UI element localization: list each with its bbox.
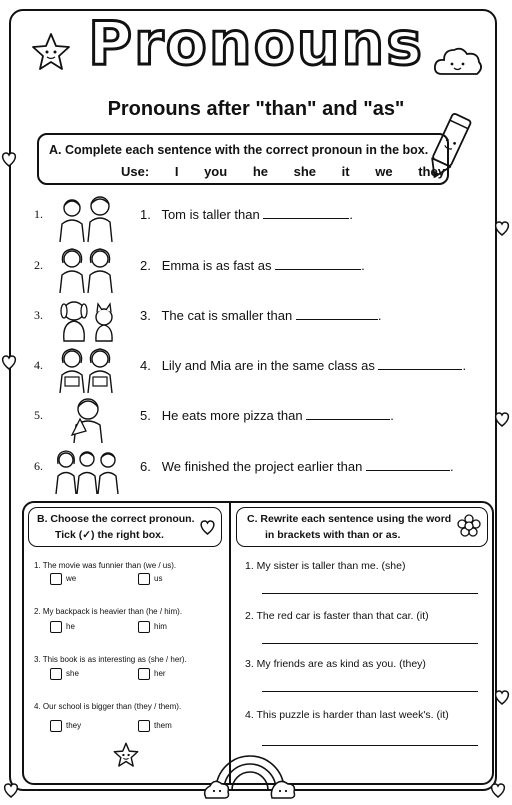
heart-icon — [3, 783, 19, 798]
item-end: . — [462, 358, 467, 373]
heart-icon — [494, 690, 510, 705]
writing-line[interactable] — [262, 691, 478, 692]
two-boys-illustration — [52, 194, 122, 242]
writing-line[interactable] — [262, 593, 478, 594]
item-text: Tom is taller than — [161, 207, 260, 222]
checkbox[interactable] — [50, 720, 62, 732]
section-b-heading — [28, 507, 222, 547]
page-title: Pronouns — [88, 9, 424, 79]
pronoun-option: she — [293, 164, 317, 179]
option-label: he — [66, 622, 75, 632]
checkbox[interactable] — [138, 573, 150, 585]
item-number: 4. — [140, 358, 151, 373]
sentence-text — [140, 357, 466, 373]
pronoun-option: you — [204, 164, 228, 179]
item-text: Lily and Mia are in the same class as — [161, 358, 375, 373]
heart-icon — [199, 520, 216, 535]
item-text: The cat is smaller than — [161, 308, 293, 323]
choice-option[interactable] — [50, 720, 81, 732]
pronoun-option: I — [174, 164, 179, 179]
item-end: . — [377, 308, 382, 323]
answer-blank[interactable] — [263, 206, 349, 219]
question-text: 1. My sister is taller than me. (she) — [245, 560, 406, 572]
item-side-number: 5. — [34, 408, 43, 422]
pronoun-option: they — [418, 164, 445, 179]
worksheet-subtitle: Pronouns after "than" and "as" — [107, 98, 405, 120]
choice-option[interactable] — [50, 573, 76, 585]
item-number: 6. — [140, 459, 151, 474]
answer-blank[interactable] — [366, 458, 450, 471]
choice-option[interactable] — [138, 720, 172, 732]
section-b-heading-line1: B. Choose the correct pronoun. — [37, 513, 195, 525]
choice-option[interactable] — [138, 573, 162, 585]
pronoun-option: he — [252, 164, 268, 179]
section-a-heading: A. Complete each sentence with the correct pronoun in the box. — [49, 143, 429, 157]
item-number: 3. — [140, 308, 151, 323]
sentence-text — [140, 257, 365, 273]
checkbox[interactable] — [138, 621, 150, 633]
question-text: 4. Our school is bigger than (they / them). — [34, 702, 182, 711]
item-side-number: 3. — [34, 308, 43, 322]
section-c-heading-line2: in brackets with than or as. — [265, 529, 401, 541]
sentence-text — [140, 206, 353, 222]
section-divider — [229, 503, 231, 783]
checkbox[interactable] — [50, 573, 62, 585]
checkbox[interactable] — [138, 668, 150, 680]
three-children-illustration — [52, 446, 122, 494]
question-text: 3. My friends are as kind as you. (they) — [245, 658, 426, 670]
boy-eating-pizza-illustration — [52, 395, 122, 443]
section-c-heading-line1: C. Rewrite each sentence using the word — [247, 513, 452, 525]
choice-option[interactable] — [138, 621, 167, 633]
item-side-number: 4. — [34, 358, 43, 372]
choice-option[interactable] — [138, 668, 166, 680]
checkbox[interactable] — [50, 668, 62, 680]
item-text: Emma is as fast as — [161, 258, 272, 273]
star-face-icon — [112, 742, 140, 768]
question-text: 2. The red car is faster than that car. (it) — [245, 610, 429, 622]
pronoun-option: it — [341, 164, 350, 179]
option-label: them — [154, 721, 172, 731]
list-item — [0, 395, 512, 443]
sentence-text — [140, 458, 454, 474]
answer-blank[interactable] — [296, 307, 378, 320]
option-label: she — [66, 669, 79, 679]
list-item — [0, 295, 512, 343]
pronoun-word-bank — [121, 164, 467, 179]
checkbox[interactable] — [138, 720, 150, 732]
item-side-number: 6. — [34, 459, 43, 473]
option-label: us — [154, 574, 163, 584]
item-number: 5. — [140, 408, 151, 423]
item-number: 2. — [140, 258, 151, 273]
sentence-text — [140, 307, 381, 323]
two-girls-reading-illustration — [52, 345, 122, 393]
choice-option[interactable] — [50, 621, 75, 633]
heart-icon — [1, 152, 17, 167]
option-label: her — [154, 669, 166, 679]
writing-line[interactable] — [262, 745, 478, 746]
list-item — [0, 345, 512, 393]
question-text: 3. This book is as interesting as (she / her). — [34, 655, 187, 664]
option-label: him — [154, 622, 167, 632]
item-end: . — [361, 258, 365, 273]
item-end: . — [349, 207, 353, 222]
checkbox[interactable] — [50, 621, 62, 633]
item-end: . — [449, 459, 454, 474]
question-text: 2. My backpack is heavier than (he / him). — [34, 607, 183, 616]
sentence-text — [140, 407, 394, 423]
item-text: He eats more pizza than — [161, 408, 303, 423]
choice-option[interactable] — [50, 668, 79, 680]
item-text: We finished the project earlier than — [161, 459, 363, 474]
two-girls-illustration — [52, 245, 122, 293]
item-side-number: 1. — [34, 207, 43, 221]
answer-blank[interactable] — [378, 357, 462, 370]
option-label: they — [66, 721, 82, 731]
dog-and-cat-illustration — [52, 295, 122, 343]
list-item — [0, 194, 512, 242]
item-side-number: 2. — [34, 258, 43, 272]
rainbow-icon — [200, 748, 300, 800]
list-item — [0, 245, 512, 293]
section-c-heading — [236, 507, 488, 547]
flower-icon — [457, 514, 481, 538]
section-b-heading-line2: Tick (✓) the right box. — [55, 529, 164, 541]
list-item — [0, 446, 512, 494]
question-text: 1. The movie was funnier than (we / us). — [34, 561, 177, 570]
question-text: 4. This puzzle is harder than last week's. (it) — [245, 709, 449, 721]
pronoun-option: we — [375, 164, 393, 179]
item-number: 1. — [140, 207, 151, 222]
writing-line[interactable] — [262, 643, 478, 644]
option-label: we — [66, 574, 77, 584]
heart-icon — [490, 783, 506, 798]
use-label: Use: — [121, 164, 150, 179]
section-a-instructions — [37, 133, 449, 185]
answer-blank[interactable] — [275, 257, 361, 270]
answer-blank[interactable] — [306, 407, 390, 420]
item-end: . — [390, 408, 394, 423]
